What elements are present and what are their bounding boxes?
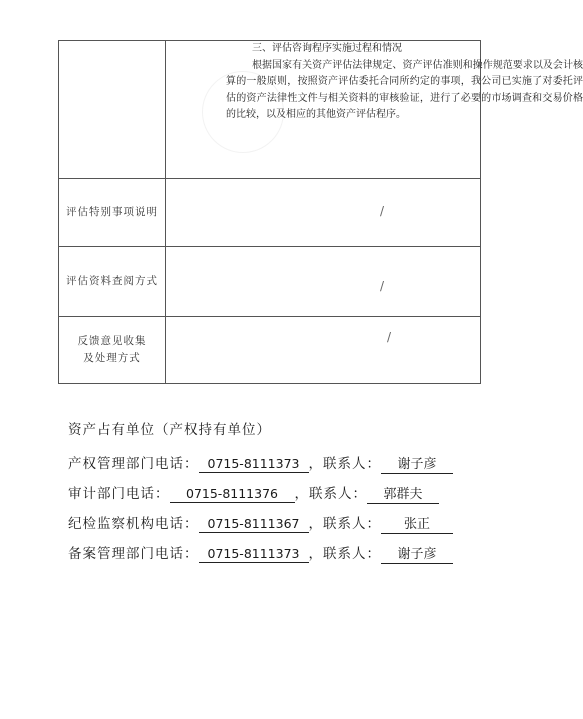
evaluation-info-table — [58, 40, 583, 384]
contact-phone: 0715-8111367 — [199, 516, 309, 533]
special-matters-value-cell — [166, 179, 480, 246]
contact-line-property — [68, 452, 453, 474]
contact-person: 谢子彦 — [381, 547, 453, 564]
contact-person: 谢子彦 — [381, 457, 453, 474]
contact-dept: 纪检监察机构电话： — [68, 516, 199, 532]
process-value-cell — [166, 41, 583, 178]
contact-dept: 备案管理部门电话： — [68, 546, 199, 562]
table-row-feedback — [59, 317, 480, 383]
contact-phone: 0715-8111376 — [170, 486, 295, 503]
table-row-process — [59, 41, 583, 179]
special-matters-value: / — [380, 204, 385, 218]
special-matters-label: 评估特别事项说明 — [59, 179, 166, 246]
process-label-cell — [59, 41, 166, 178]
contact-sep: ，联系人： — [294, 486, 367, 502]
data-access-label: 评估资料查阅方式 — [59, 247, 166, 316]
table-row-special-matters — [59, 179, 480, 247]
contact-person: 郭群夫 — [367, 487, 439, 504]
contact-person: 张正 — [381, 517, 453, 534]
process-heading: 三、评估咨询程序实施过程和情况 — [252, 43, 402, 54]
contact-line-discipline — [68, 512, 453, 534]
contact-sep: ，联系人： — [308, 456, 381, 472]
data-access-value-cell — [166, 247, 480, 316]
process-body: 根据国家有关资产评估法律规定、资产评估准则和操作规范要求以及会计核算的一般原则，按照资产评估委托合同所约定的事项，我公司已实施了对委托评估的资产法律性文件与相关资料的审核验证，进行了必要的市场调查和交易价格的比较，以及相应的其他资产评估程序。 — [226, 59, 583, 120]
contact-line-audit — [68, 482, 439, 504]
process-text-block — [226, 41, 583, 124]
data-access-value: / — [380, 279, 385, 293]
contact-line-filing — [68, 542, 453, 564]
feedback-value: / — [387, 330, 392, 344]
contact-phone: 0715-8111373 — [199, 456, 309, 473]
contact-title: 资产占有单位（产权持有单位） — [68, 422, 271, 438]
contact-sep: ，联系人： — [308, 516, 381, 532]
contact-dept: 审计部门电话： — [68, 486, 170, 502]
table-row-data-access — [59, 247, 480, 317]
feedback-value-cell — [166, 317, 480, 383]
contact-dept: 产权管理部门电话： — [68, 456, 199, 472]
contact-phone: 0715-8111373 — [199, 546, 309, 563]
contact-sep: ，联系人： — [308, 546, 381, 562]
feedback-label: 反馈意见收集 及处理方式 — [59, 317, 166, 383]
